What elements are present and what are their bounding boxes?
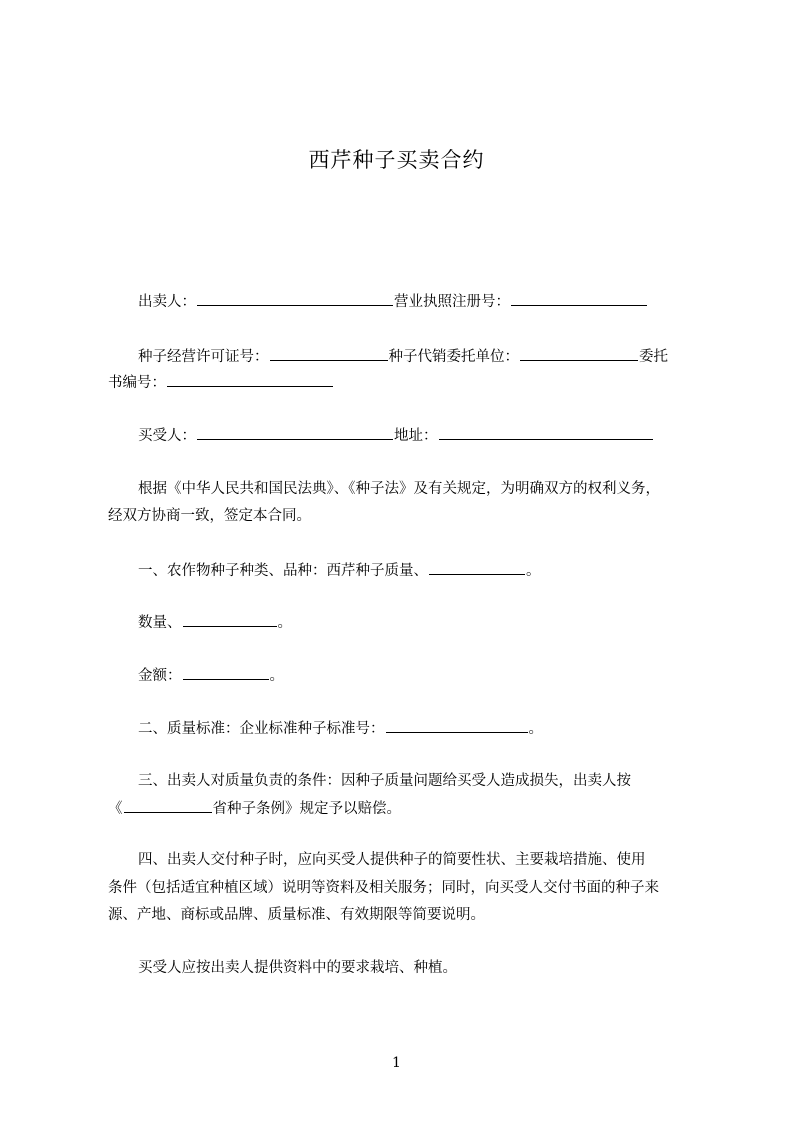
clause1-text: 一、农作物种子种类、品种：西芹种子质量、 [138,563,428,579]
agent-label: 种子代销委托单位： [388,349,519,365]
quality-blank[interactable] [429,559,525,575]
license-blank[interactable] [511,290,647,306]
amount-end: 。 [269,668,284,684]
amount-line [138,664,284,686]
quantity-line [138,611,292,633]
clause1-end: 。 [526,563,541,579]
amount-blank[interactable] [183,664,269,680]
page-number: 1 [392,1055,401,1071]
clause3-end: 省种子条例》规定予以赔偿。 [212,801,401,817]
buyer-label: 买受人： [138,428,196,444]
buyer-note: 买受人应按出卖人提供资料中的要求栽培、种植。 [138,960,457,976]
clause3-line-1: 三、出卖人对质量负责的条件：因种子质量问题给买受人造成损失，出卖人按 [138,773,631,789]
permit-line [138,345,668,367]
basis-line-1: 根据《中华人民共和国民法典》、《种子法》及有关规定，为明确双方的权利义务， [138,481,660,497]
clause4-line-1: 四、出卖人交付种子时，应向买受人提供种子的简要性状、主要栽培措施、使用 [138,852,646,868]
permit-label: 种子经营许可证号： [138,349,269,365]
license-label: 营业执照注册号： [394,294,510,310]
quantity-blank[interactable] [183,611,277,627]
amount-label: 金额： [138,668,182,684]
clause1-line [138,559,541,581]
address-label: 地址： [394,428,438,444]
document-title: 西芹种子买卖合约 [308,148,485,172]
permit-blank[interactable] [270,345,388,361]
quantity-label: 数量、 [138,615,182,631]
clause4-line-2: 条件（包括适宜种植区域）说明等资料及相关服务；同时，向买受人交付书面的种子来 [108,880,659,896]
entrust-line [108,371,334,393]
basis-line-2: 经双方协商一致，签定本合同。 [108,508,311,524]
quantity-end: 。 [277,615,292,631]
entrust-label-part1: 委托 [639,349,668,365]
clause2-end: 。 [528,721,543,737]
seller-line [138,290,648,312]
entrust-label-part2: 书编号： [108,375,166,391]
buyer-line [138,424,654,446]
clause2-text: 二、质量标准：企业标准种子标准号： [138,721,385,737]
clause4-line-3: 源、产地、商标或品牌、质量标准、有效期限等简要说明。 [108,907,485,923]
clause3-line-2 [108,797,401,819]
province-blank[interactable] [124,797,212,813]
entrust-blank[interactable] [167,371,333,387]
clause3-start: 《 [108,801,123,817]
agent-blank[interactable] [520,345,638,361]
seller-label: 出卖人： [138,294,196,310]
clause2-line [138,717,543,739]
standard-blank[interactable] [386,717,528,733]
buyer-blank[interactable] [197,424,393,440]
address-blank[interactable] [439,424,653,440]
seller-blank[interactable] [197,290,393,306]
